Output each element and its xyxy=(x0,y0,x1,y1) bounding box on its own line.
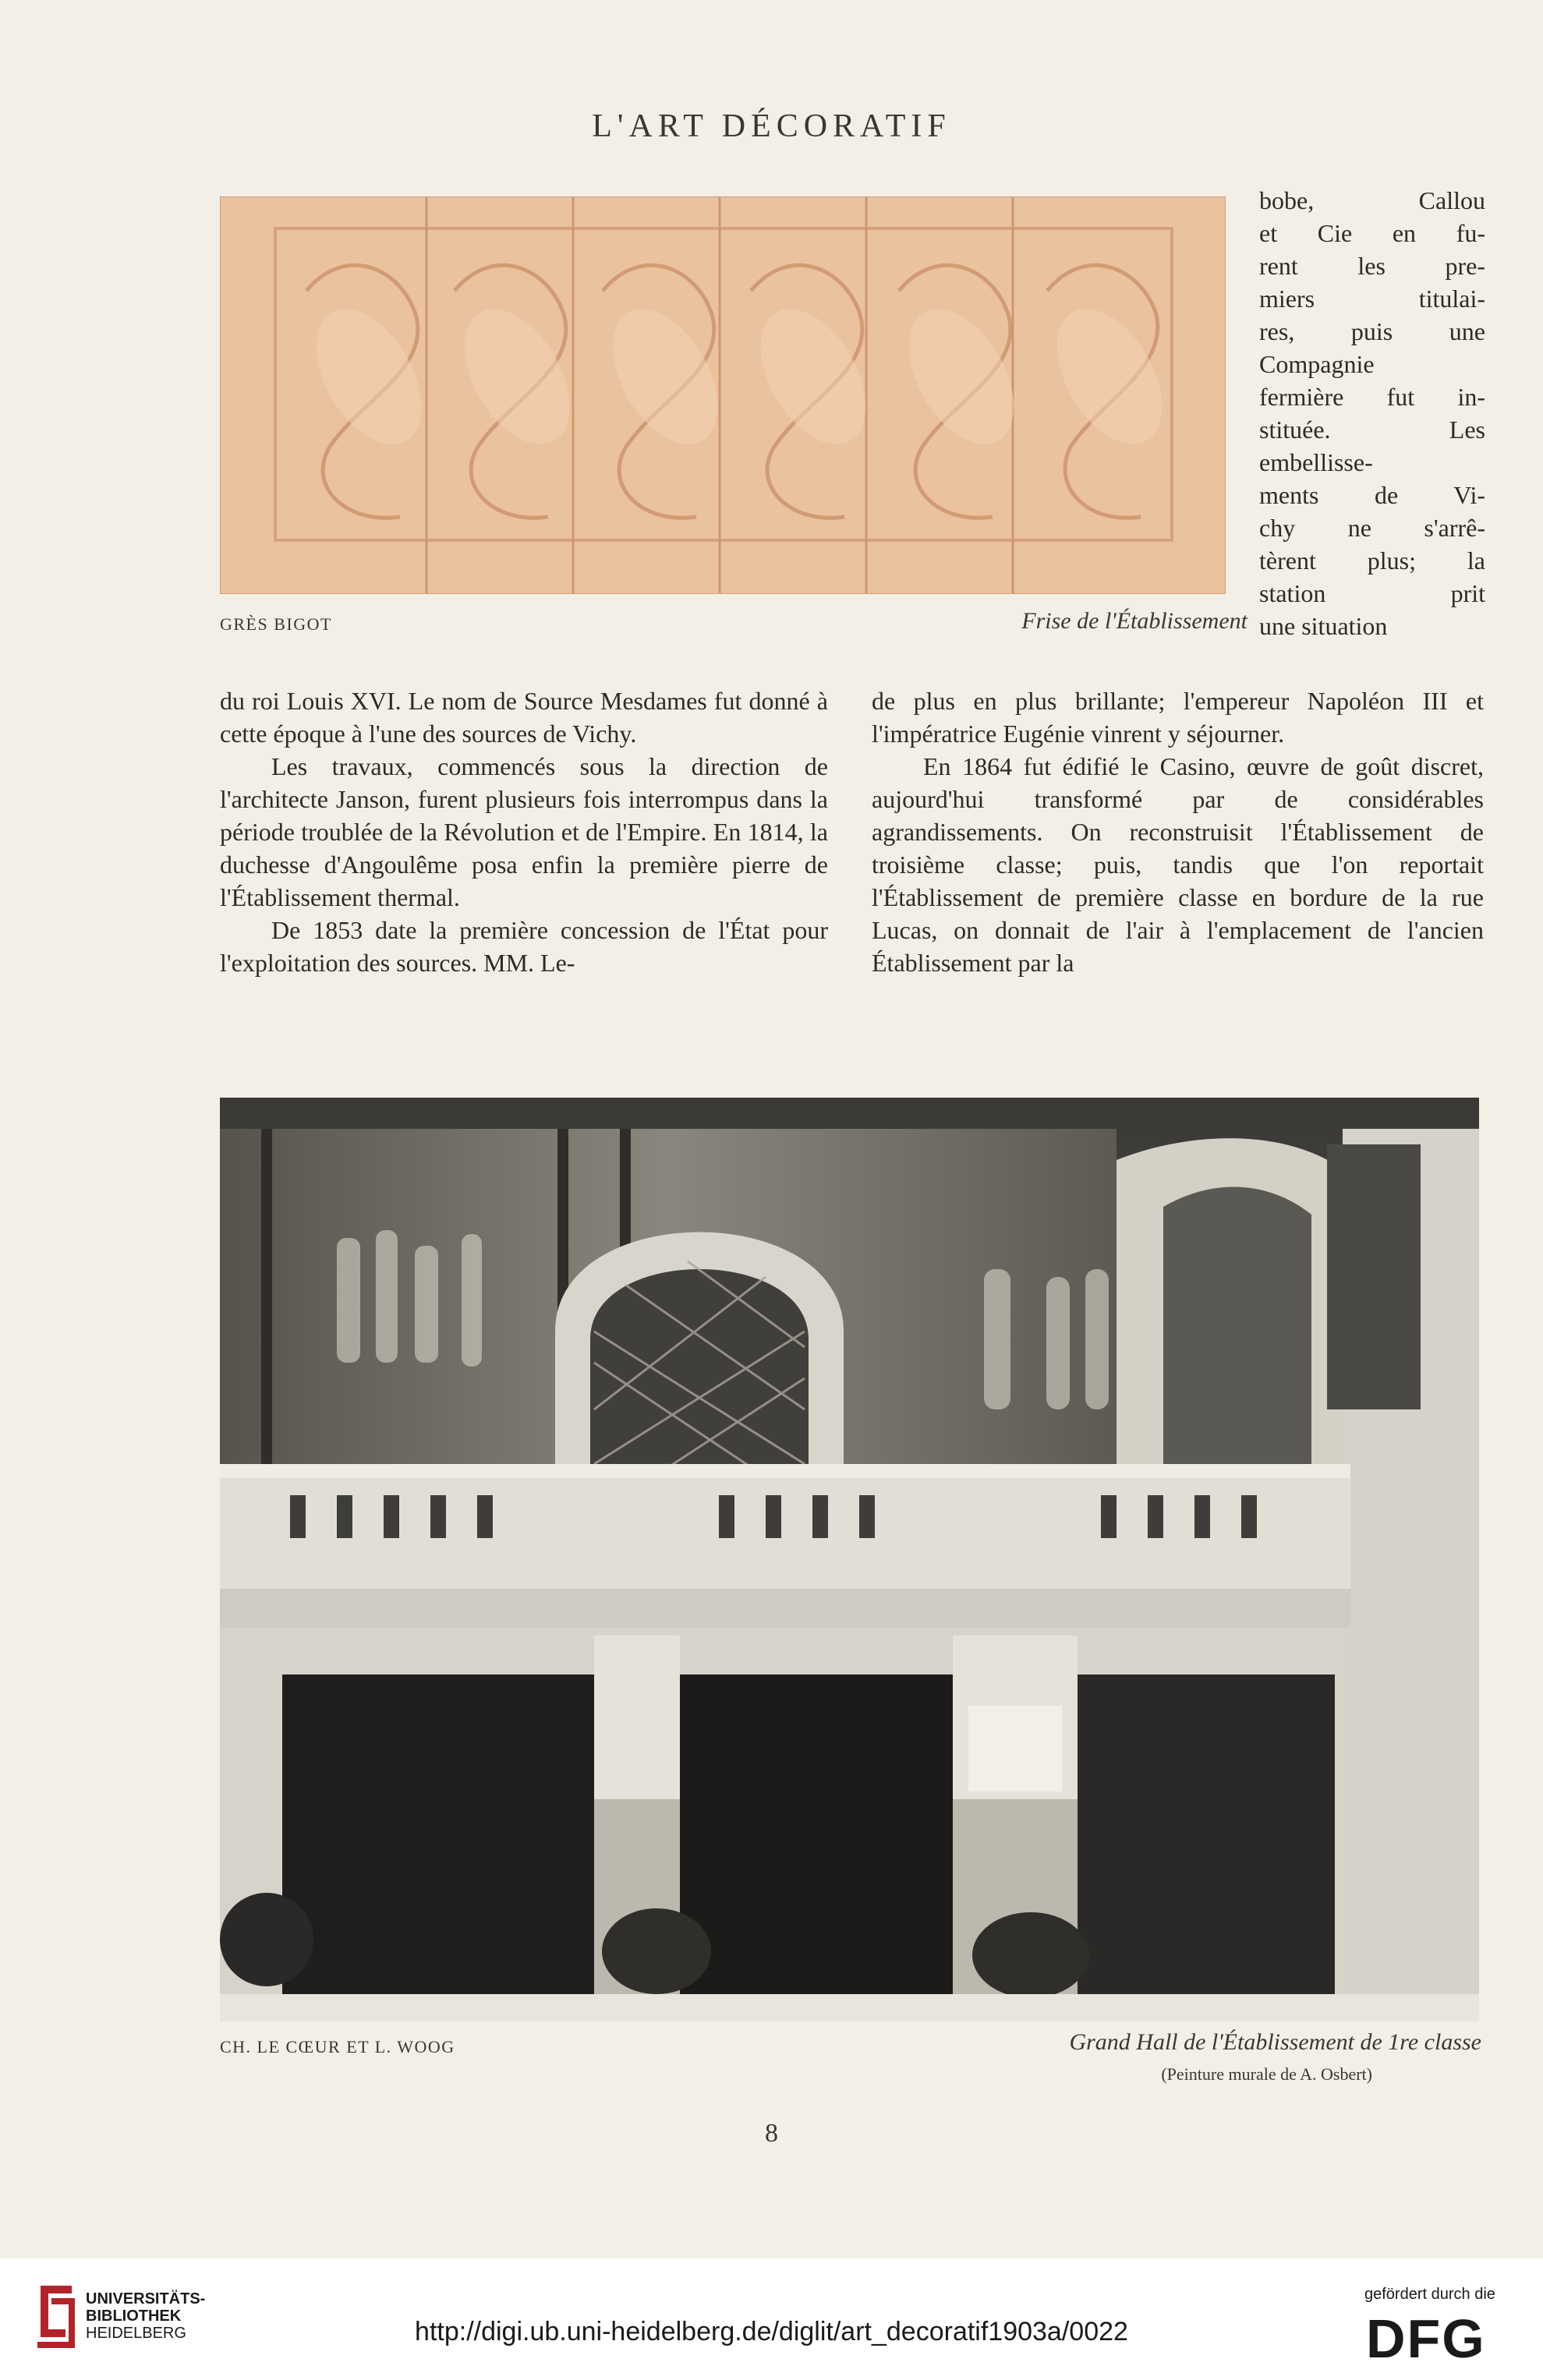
side-line: tèrent plus; la xyxy=(1259,546,1485,575)
running-header: L'ART DÉCORATIF xyxy=(592,108,951,144)
paragraph: En 1864 fut édifié le Casino, œuvre de goût discret, aujourd'hui transformé par de considérables agrandissements. On reconstruisit l'Établissement de troisième classe; puis, tandis que l'on reportait l'Établissement de première classe en bordure de la rue Lucas, on donnait de l'air à l'emplacement de l'ancien Établissement par la xyxy=(872,752,1484,977)
photo-subcaption: (Peinture murale de A. Osbert) xyxy=(1161,2064,1372,2084)
side-line: station prit xyxy=(1259,579,1485,607)
page-number: 8 xyxy=(765,2119,778,2148)
photo-caption: Grand Hall de l'Établissement de 1re classe xyxy=(1069,2029,1481,2055)
photo-credit: CH. LE CŒUR ET L. WOOG xyxy=(220,2037,455,2056)
dfg-logo: DFG xyxy=(1366,2308,1486,2369)
library-line: BIBLIOTHEK xyxy=(86,2308,182,2325)
paragraph: Les travaux, commencés sous la direction de l'architecte Janson, furent plusieurs fois interrompus dans la période troublée de la Révolution et de l'Empire. En 1814, la duchesse d'Angoulême posa enfin la première pierre de l'Établissement thermal. xyxy=(220,752,828,911)
funding-label: gefördert durch die xyxy=(1364,2286,1495,2303)
left-column-text xyxy=(220,684,828,979)
frieze-image xyxy=(220,196,1226,594)
side-line: Compagnie xyxy=(1259,350,1375,378)
side-line: embellisse- xyxy=(1259,448,1373,476)
side-line: chy ne s'arrê- xyxy=(1259,514,1485,542)
side-line: une situation xyxy=(1259,612,1388,640)
source-url-link[interactable]: http://digi.ub.uni-heidelberg.de/diglit/art_decoratif1903a/0022 xyxy=(415,2317,1128,2346)
side-line: fermière fut in- xyxy=(1259,383,1485,411)
side-line: stituée. Les xyxy=(1259,416,1485,444)
side-line: ments de Vi- xyxy=(1259,481,1485,509)
side-line: et Cie en fu- xyxy=(1259,219,1485,247)
paragraph: de plus en plus brillante; l'empereur Napoléon III et l'impératrice Eugénie vinrent y séjourner. xyxy=(872,687,1484,748)
side-line: res, puis une xyxy=(1259,317,1485,345)
grand-hall-photo xyxy=(220,1098,1479,2021)
paragraph: De 1853 date la première concession de l'État pour l'exploitation des sources. MM. Le- xyxy=(220,916,828,977)
paragraph: du roi Louis XVI. Le nom de Source Mesdames fut donné à cette époque à l'une des sources de Vichy. xyxy=(220,687,828,748)
right-column-text xyxy=(872,684,1484,979)
side-line: miers titulai- xyxy=(1259,285,1485,313)
side-column-text xyxy=(1259,184,1485,642)
library-line: HEIDELBERG xyxy=(86,2325,186,2342)
frieze-caption: Frise de l'Établissement xyxy=(1021,608,1247,634)
library-line: UNIVERSITÄTS- xyxy=(86,2290,206,2308)
side-line: bobe, Callou xyxy=(1259,186,1485,214)
side-line: rent les pre- xyxy=(1259,252,1485,280)
frieze-credit: GRÈS BIGOT xyxy=(220,614,332,634)
